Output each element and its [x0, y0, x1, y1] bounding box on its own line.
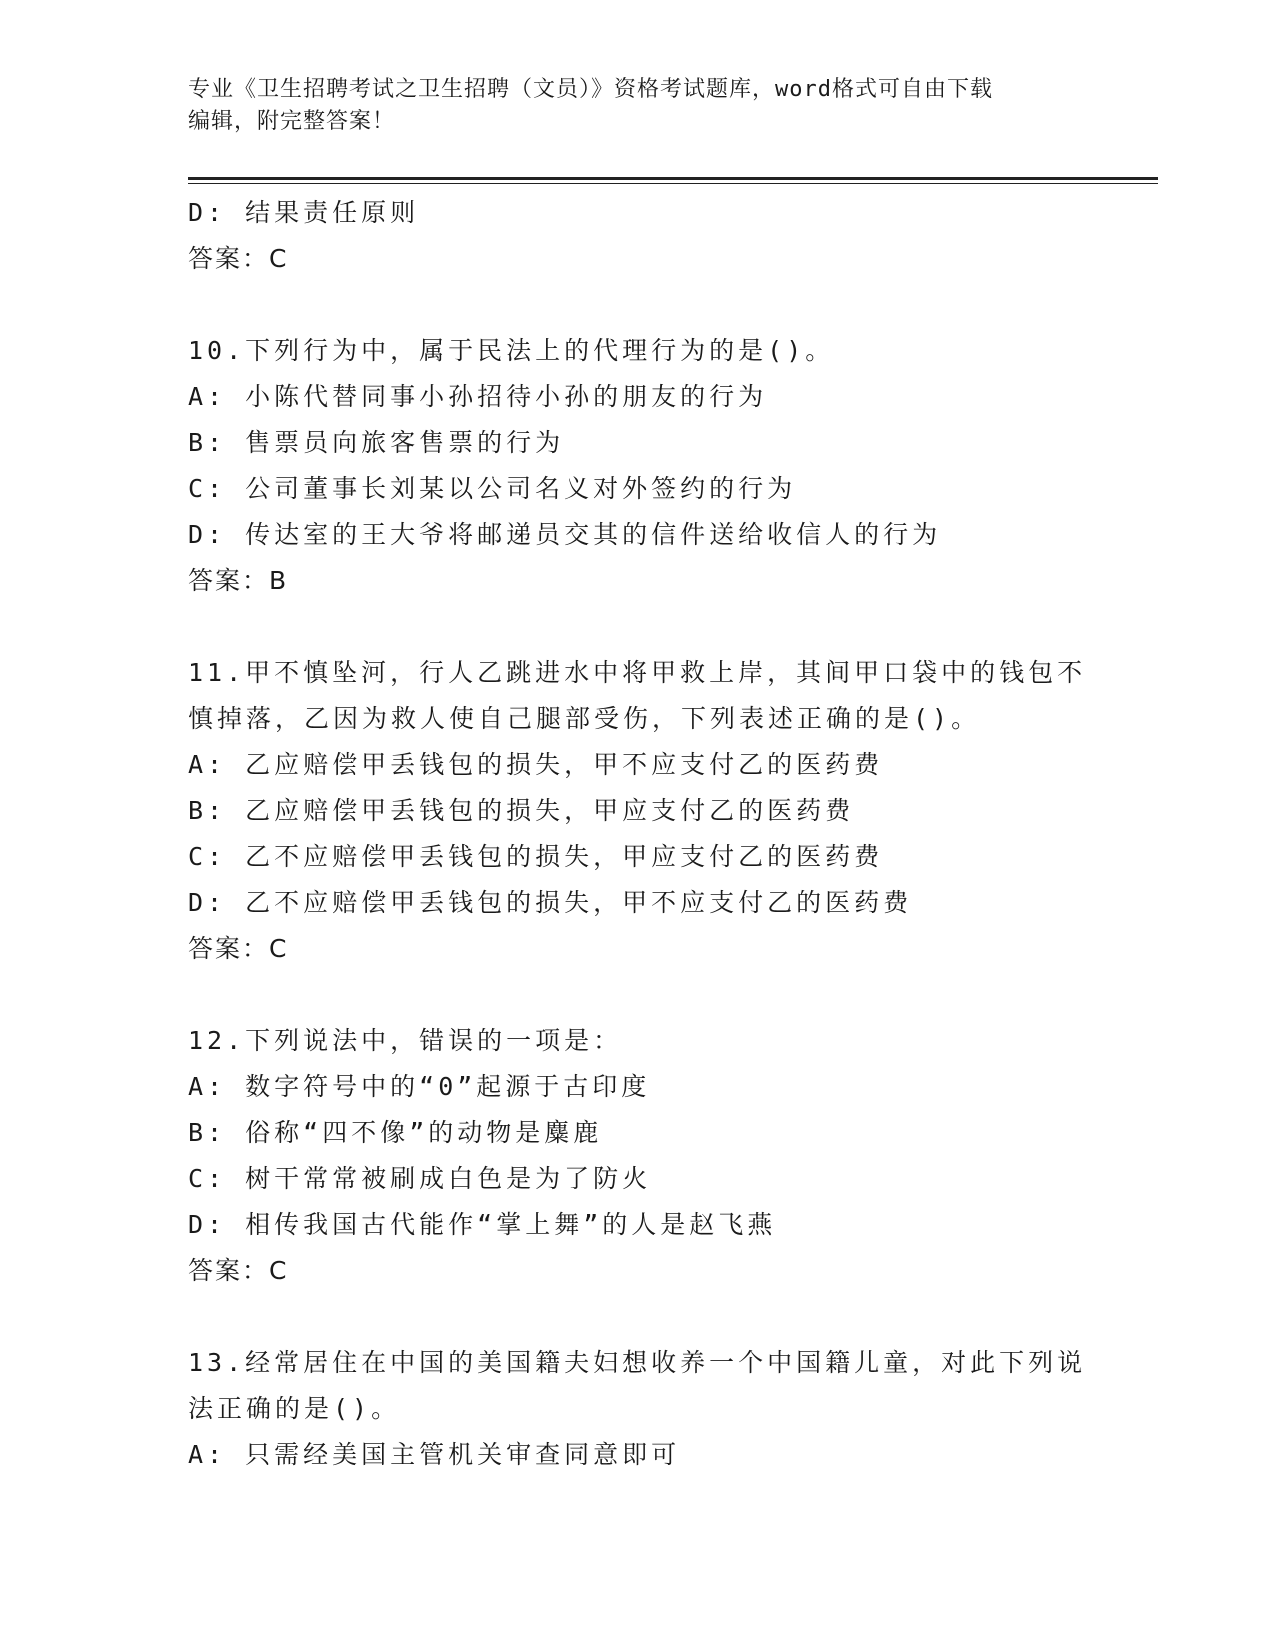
- question-11: [188, 650, 1138, 972]
- option-d: D: 乙不应赔偿甲丢钱包的损失，甲不应支付乙的医药费: [188, 888, 913, 917]
- question-text-continued: 法正确的是()。: [188, 1394, 401, 1423]
- option-c: C: 乙不应赔偿甲丢钱包的损失，甲应支付乙的医药费: [188, 842, 884, 871]
- option-a: A: 小陈代替同事小孙招待小孙的朋友的行为: [188, 382, 768, 411]
- option-c: C: 公司董事长刘某以公司名义对外签约的行为: [188, 474, 797, 503]
- question-12: [188, 1018, 1138, 1294]
- question-9-tail: [188, 190, 1138, 282]
- spacer: [188, 282, 1138, 328]
- header-divider-thin: [188, 183, 1158, 184]
- answer: 答案：B: [188, 566, 289, 595]
- header-divider-thick: [188, 177, 1158, 180]
- spacer: [188, 1294, 1138, 1340]
- spacer: [188, 604, 1138, 650]
- option-d: D: 传达室的王大爷将邮递员交其的信件送给收信人的行为: [188, 520, 942, 549]
- header-line-1: 专业《卫生招聘考试之卫生招聘（文员）》资格考试题库，word格式可自由下载: [188, 77, 993, 102]
- question-text: 12.下列说法中，错误的一项是：: [188, 1026, 623, 1055]
- question-list: [188, 190, 1138, 1478]
- option-b: B: 俗称“四不像”的动物是麋鹿: [188, 1118, 603, 1147]
- answer: 答案：C: [188, 1256, 289, 1285]
- question-10: [188, 328, 1138, 604]
- option-b: B: 乙应赔偿甲丢钱包的损失，甲应支付乙的医药费: [188, 796, 855, 825]
- answer: 答案：C: [188, 244, 289, 273]
- option-b: B: 售票员向旅客售票的行为: [188, 428, 565, 457]
- header-line-2: 编辑，附完整答案！: [188, 109, 396, 134]
- question-13: [188, 1340, 1138, 1478]
- option-d: D: 相传我国古代能作“掌上舞”的人是赵飞燕: [188, 1210, 777, 1239]
- document-header: [188, 74, 1088, 138]
- option-a: A: 乙应赔偿甲丢钱包的损失，甲不应支付乙的医药费: [188, 750, 884, 779]
- option-a: A: 数字符号中的“0”起源于古印度: [188, 1072, 651, 1101]
- question-text: 13.经常居住在中国的美国籍夫妇想收养一个中国籍儿童，对此下列说: [188, 1348, 1087, 1377]
- answer: 答案：C: [188, 934, 289, 963]
- question-text: 11.甲不慎坠河，行人乙跳进水中将甲救上岸，其间甲口袋中的钱包不: [188, 658, 1087, 687]
- spacer: [188, 972, 1138, 1018]
- question-text-continued: 慎掉落，乙因为救人使自己腿部受伤，下列表述正确的是()。: [188, 704, 981, 733]
- option-d: D: 结果责任原则: [188, 198, 420, 227]
- question-text: 10.下列行为中，属于民法上的代理行为的是()。: [188, 336, 835, 365]
- option-a: A: 只需经美国主管机关审查同意即可: [188, 1440, 681, 1469]
- option-c: C: 树干常常被刷成白色是为了防火: [188, 1164, 652, 1193]
